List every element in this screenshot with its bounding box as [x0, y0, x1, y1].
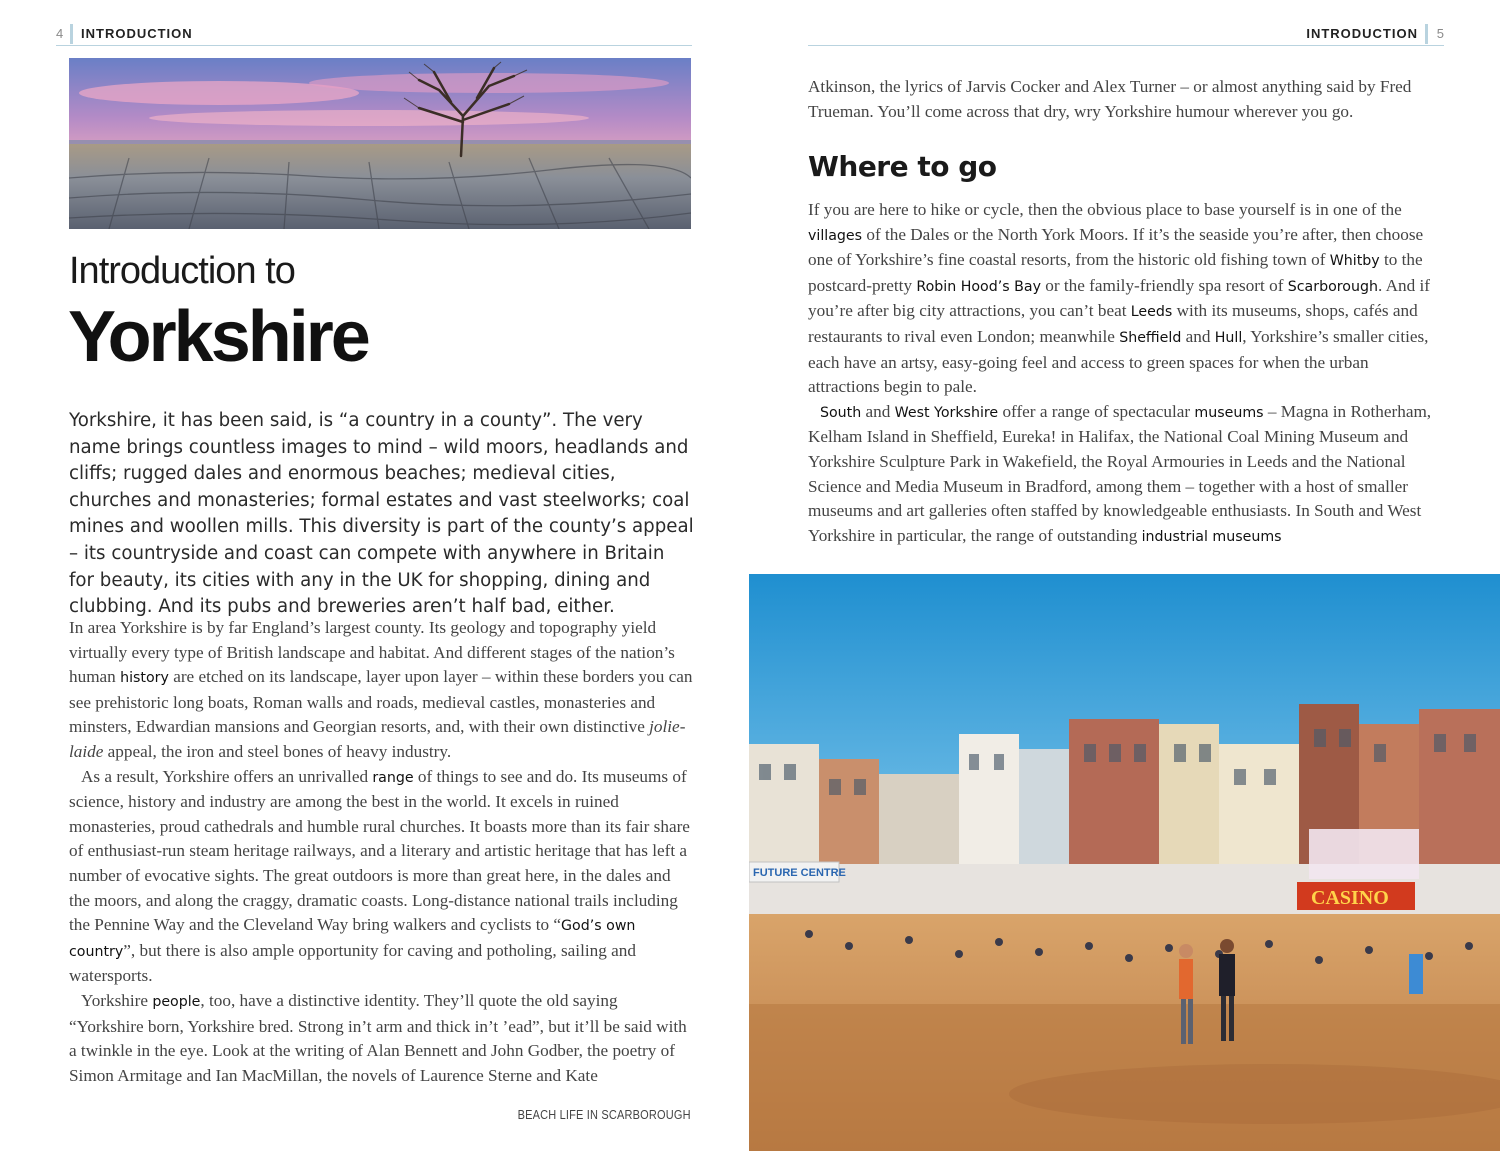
- intro-lead-paragraph: Yorkshire, it has been said, is “a country in a county”. The very name brings countless images to mind – wild moors, headlands and cliffs; rugged dales and enormous beaches; medieval cities, churches and monasteries; formal estates and vast steelworks; coal mines and woollen mills. This diversity is part of the county’s appeal – its countryside and coast can compete with anywhere in Britain for beauty, its cities with any in the UK for shopping, dining and clubbing. And its pubs and breweries aren’t half bad, either.: [69, 410, 694, 618]
- scarborough-beach-photo: [749, 574, 1500, 1151]
- keyword-gods-own-country: God’s own country: [69, 918, 636, 960]
- keyword-west-yorkshire: West Yorkshire: [894, 404, 999, 421]
- left-column-body: [69, 616, 694, 1088]
- running-head-left: [56, 24, 692, 46]
- continued-paragraph: Atkinson, the lyrics of Jarvis Cocker and Alex Turner – or almost anything said by Fred Trueman. You’ll come across that dry, wry Yorkshire humour wherever you go.: [808, 77, 1412, 121]
- running-head-marker: [70, 24, 73, 44]
- page-title-line1: Introduction to: [69, 250, 295, 292]
- section-label: INTRODUCTION: [1306, 26, 1418, 41]
- keyword-robin-hoods-bay: Robin Hood’s Bay: [916, 278, 1041, 295]
- keyword-leeds: Leeds: [1130, 304, 1173, 321]
- keyword-whitby: Whitby: [1329, 253, 1380, 270]
- keyword-villages: villages: [808, 227, 863, 244]
- paragraph: As a result, Yorkshire offers an unrivalled range of things to see and do. Its museums of science, history and industry are among the best in the world. It excels in ruined monasteries, proud cathedrals and humble rural churches. It boasts more than its fair share of enthusiast-run steam heritage railways, and a literary and artistic heritage that has left a number of evocative sights. The great outdoors is more than great here, in the dales and the moors, and along the craggy, dramatic coasts. Long-distance national trails including the Pennine Way and the Cleveland Way bring walkers and cyclists to “God’s own country”, but there is also ample opportunity for caving and potholing, sailing and watersports.: [69, 766, 690, 986]
- paragraph: If you are here to hike or cycle, then the obvious place to base yourself is in one of the villages of the Dales or the North York Moors. If it’s the seaside you’re after, then choose one of Yorkshire’s fine coastal resorts, from the historic old fishing town of Whitby to the postcard-pretty Robin Hood’s Bay or the family-friendly spa resort of Scarborough. And if you’re after big city attractions, you can’t beat Leeds with its museums, shops, cafés and restaurants to rival even London; meanwhile Sheffield and Hull, Yorkshire’s smaller cities, each have an artsy, easy-going feel and access to green spaces for when the urban attractions begin to pale.: [808, 200, 1430, 397]
- paragraph: Yorkshire people, too, have a distinctive identity. They’ll quote the old saying “Yorkshire born, Yorkshire bred. Strong in’t arm and thick in’t ’ead”, but it’ll be said with a twinkle in the eye. Look at the writing of Alan Bennett and John Godber, the poetry of Simon Armitage and Ian MacMillan, the novels of Laurence Sterne and Kate: [69, 990, 687, 1085]
- running-head-marker: [1425, 24, 1428, 44]
- limestone-pavement-photo: [69, 58, 691, 229]
- keyword-range: range: [372, 769, 414, 786]
- right-column-body: [808, 198, 1438, 549]
- page-number: 5: [1436, 26, 1444, 41]
- keyword-south: South: [820, 404, 862, 421]
- arcade-sign: FUTURE CENTRE: [753, 867, 846, 879]
- page-number: 4: [56, 26, 64, 41]
- paragraph: In area Yorkshire is by far England’s largest county. Its geology and topography yield virtually every type of British landscape and habitat. And different stages of the nation’s human history are etched on its landscape, layer upon layer – within these borders you can see prehistoric long boats, Roman walls and roads, medieval castles, monasteries and minsters, Edwardian mansions and Georgian resorts, and, with their own distinctive jolie-laide appeal, the iron and steel bones of heavy industry.: [69, 618, 693, 761]
- casino-sign: CASINO: [1311, 887, 1389, 909]
- keyword-industrial-museums: industrial museums: [1141, 528, 1282, 545]
- keyword-history: history: [120, 670, 169, 687]
- keyword-scarborough: Scarborough: [1287, 278, 1378, 295]
- running-head-right: [808, 24, 1444, 46]
- keyword-sheffield: Sheffield: [1119, 329, 1182, 346]
- section-heading: Where to go: [808, 150, 997, 183]
- photo-caption: BEACH LIFE IN SCARBOROUGH: [517, 1108, 691, 1122]
- keyword-museums: museums: [1194, 404, 1264, 421]
- section-label: INTRODUCTION: [81, 26, 193, 41]
- keyword-people: people: [152, 993, 201, 1010]
- page-title-line2: Yorkshire: [68, 297, 368, 377]
- keyword-hull: Hull: [1214, 329, 1243, 346]
- paragraph: South and West Yorkshire offer a range of spectacular museums – Magna in Rotherham, Kelham Island in Sheffield, Eureka! in Halifax, the National Coal Mining Museum and Yorkshire Sculpture Park in Wakefield, the Royal Armouries in Leeds and the National Science and Media Museum in Bradford, among them – together with a host of smaller museums and art galleries often staffed by knowledgeable enthusiasts. In South and West Yorkshire in particular, the range of outstanding industrial museums: [808, 401, 1432, 545]
